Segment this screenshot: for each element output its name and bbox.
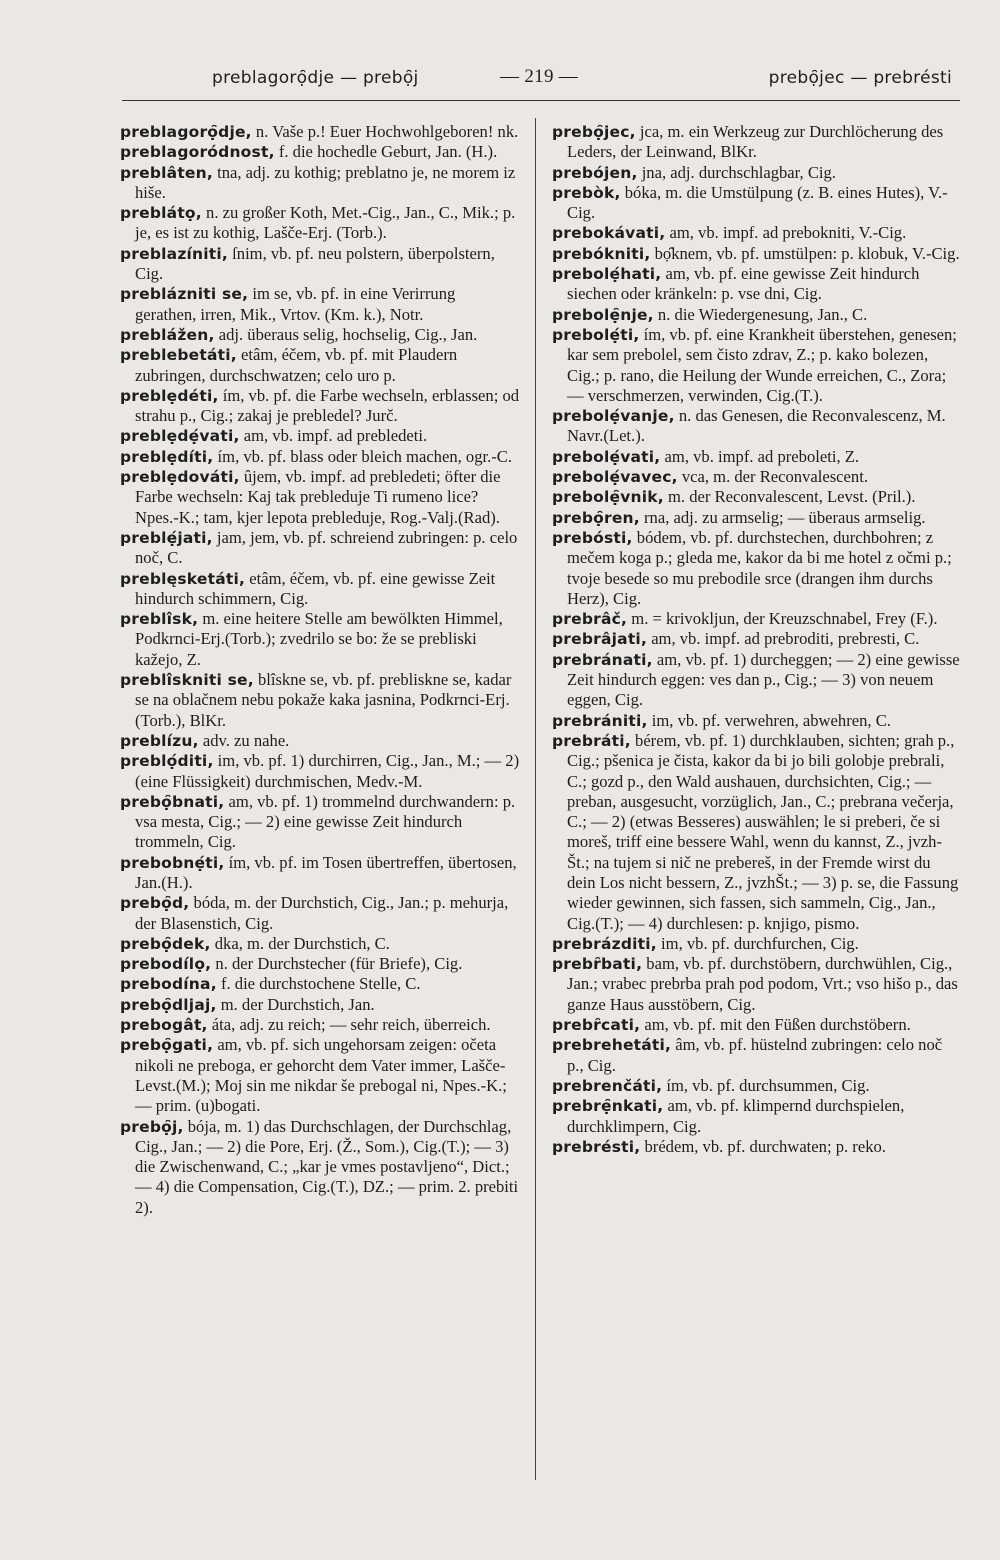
entry-definition: tna, adj. zu kothig; preblatno je, ne morem iz hiše. xyxy=(135,162,516,202)
entry-definition: n. das Genesen, die Reconvalescenz, M. Navr.(Let.). xyxy=(567,406,946,446)
dictionary-entry xyxy=(552,650,962,711)
entry-definition: ím, vb. pf. durchsummen, Cig. xyxy=(662,1075,870,1095)
entry-definition: n. die Wiedergenesung, Jan., C. xyxy=(653,304,868,324)
dictionary-entry xyxy=(120,122,520,142)
column-divider xyxy=(535,118,536,1480)
entry-definition: bam, vb. pf. durchstöbern, durchwühlen, Cig., Jan.; vrabec prebrba prah pod podom, Vrt.; vso hišo p., das ganze Haus ausstöbern, Cig. xyxy=(567,954,958,1014)
entry-headword: prebráti, xyxy=(552,731,631,750)
dictionary-entry xyxy=(552,1076,962,1096)
dictionary-entry xyxy=(120,528,520,569)
entry-definition: bóda, m. der Durchstich, Cig., Jan.; p. mehurja, der Blasenstich, Cig. xyxy=(135,893,509,933)
entry-headword: prebolẹ́hati, xyxy=(552,265,662,284)
entry-headword: prebọ̑bnati, xyxy=(120,792,225,811)
entry-definition: bóka, m. die Umstülpung (z. B. eines Hutes), V.-Cig. xyxy=(567,182,948,223)
header-rule xyxy=(122,100,960,101)
entry-headword: preblẹdováti, xyxy=(120,468,240,487)
header-left-guideword: preblagorọ̑dje — prebọ̑j xyxy=(212,68,419,88)
dictionary-entry xyxy=(552,934,962,954)
entry-definition: bọ̑knem, vb. pf. umstülpen: p. klobuk, V.-Cig. xyxy=(650,243,960,263)
dictionary-entry xyxy=(120,284,520,325)
dictionary-entry xyxy=(552,264,962,305)
entry-definition: âm, vb. pf. hüstelnd zubringen: celo noč p., Cig. xyxy=(567,1035,943,1075)
entry-definition: am, vb. pf. 1) durcheggen; — 2) eine gewisse Zeit hindurch eggen: ves dan p., Cig.; — 3) von neuem eggen, Cig. xyxy=(567,649,960,710)
dictionary-entry xyxy=(552,487,962,507)
entry-headword: preblâten, xyxy=(120,163,213,182)
entry-headword: prebọ̑jec, xyxy=(552,123,636,141)
dictionary-entry xyxy=(120,244,520,285)
entry-headword: preblîskniti se, xyxy=(120,671,254,690)
entry-definition: n. der Durchstecher (für Briefe), Cig. xyxy=(211,954,463,974)
entry-definition: n. Vaše p.! Euer Hochwohlgeboren! nk. xyxy=(251,122,519,141)
entry-headword: prebodína, xyxy=(120,975,217,994)
dictionary-entry xyxy=(120,386,520,427)
dictionary-entry xyxy=(552,528,962,609)
dictionary-entry xyxy=(120,670,520,731)
dictionary-entry xyxy=(552,223,962,243)
entry-definition: áta, adj. zu reich; — sehr reich, überreich. xyxy=(207,1015,491,1035)
entry-headword: prebrániti, xyxy=(552,711,648,730)
entry-definition: bója, m. 1) das Durchschlagen, der Durchschlag, Cig., Jan.; — 2) die Pore, Erj. (Ž., Som.), Cig.(T.); — 3) die Zwischenwand, C.; „kar je vmes postavljeno“, Dict.; — 4) die Compensation, Cig.(T.), DZ.; — prim. 2. prebiti 2). xyxy=(135,1116,519,1217)
entry-headword: preblagoródnost, xyxy=(120,143,275,162)
dictionary-entry xyxy=(552,305,962,325)
dictionary-entry xyxy=(552,508,962,528)
entry-headword: preblẹdẹ́vati, xyxy=(120,427,240,446)
dictionary-entry xyxy=(120,1015,520,1035)
entry-headword: prebòk, xyxy=(552,183,621,202)
entry-headword: prebókniti, xyxy=(552,244,651,263)
entry-headword: prebȓcati, xyxy=(552,1016,641,1035)
entry-headword: preblẹdíti, xyxy=(120,447,214,466)
entry-headword: prebránati, xyxy=(552,650,653,669)
entry-headword: prebolẹ́vavec, xyxy=(552,468,678,487)
dictionary-entry xyxy=(552,447,962,467)
entry-headword: preblọ́diti, xyxy=(120,752,214,771)
entry-headword: prebọ̑gati, xyxy=(120,1036,214,1055)
entry-definition: am, vb. pf. 1) trommelnd durchwandern: p. vsa mesta, Cig.; — 2) eine gewisse Zeit hindurch trommeln, Cig. xyxy=(135,791,516,852)
entry-definition: dka, m. der Durchstich, C. xyxy=(210,933,390,953)
dictionary-entry xyxy=(120,1035,520,1116)
dictionary-entry xyxy=(552,1015,962,1035)
entry-definition: jca, m. ein Werkzeug zur Durchlöcherung des Leders, der Leinwand, BlKr. xyxy=(567,122,944,162)
entry-headword: preblízu, xyxy=(120,731,199,750)
entry-headword: preblázniti se, xyxy=(120,285,249,304)
dictionary-entry xyxy=(552,406,962,447)
page-number: — 219 — xyxy=(500,66,579,87)
dictionary-entry xyxy=(552,163,962,183)
entry-headword: prebolẹ́ti, xyxy=(552,325,640,344)
dictionary-entry xyxy=(552,711,962,731)
dictionary-entry xyxy=(120,163,520,204)
entry-headword: prebogât, xyxy=(120,1016,208,1035)
entry-definition: ûjem, vb. impf. ad prebledeti; öfter die Farbe wechseln: Kaj tak prebleduje Ti rumeno lice? Npes.-K.; tam, kjer lepota prebleduje, Rog.-Valj.(Rad). xyxy=(135,467,501,527)
dictionary-entry xyxy=(120,934,520,954)
entry-definition: etâm, éčem, vb. pf. mit Plaudern zubringen, durchschwatzen; celo uro p. xyxy=(135,345,458,385)
dictionary-entry xyxy=(552,731,962,934)
dictionary-entry xyxy=(120,731,520,751)
entry-definition: vca, m. der Reconvalescent. xyxy=(677,467,868,487)
dictionary-entry xyxy=(552,629,962,649)
entry-headword: prebọ̑d, xyxy=(120,894,190,913)
entry-headword: prebȓbati, xyxy=(552,955,643,974)
dictionary-entry xyxy=(120,792,520,853)
entry-definition: jam, jem, vb. pf. schreiend zubringen: p. celo noč, C. xyxy=(135,527,518,568)
entry-definition: adj. überaus selig, hochselig, Cig., Jan. xyxy=(214,324,478,344)
left-column xyxy=(120,122,520,1218)
entry-headword: preblẹ́jati, xyxy=(120,528,213,547)
dictionary-entry xyxy=(120,467,520,528)
dictionary-entry xyxy=(120,974,520,994)
entry-headword: prebrenčáti, xyxy=(552,1076,663,1095)
entry-headword: prebolẹ́vanje, xyxy=(552,407,675,426)
entry-headword: preblebetáti, xyxy=(120,346,237,365)
entry-definition: rna, adj. zu armselig; — überaus armselig. xyxy=(639,507,926,527)
entry-definition: m. der Durchstich, Jan. xyxy=(216,994,375,1014)
entry-definition: m. der Reconvalescent, Levst. (Pril.). xyxy=(663,487,916,507)
entry-definition: blîskne se, vb. pf. prebliskne se, kadar se na oblačnem nebu pokaže kaka jasnina, Podkrnci-Erj.(Torb.), BlKr. xyxy=(135,670,512,730)
entry-definition: m. = krivokljun, der Kreuzschnabel, Frey (F.). xyxy=(627,609,938,629)
entry-headword: prebrehetáti, xyxy=(552,1036,672,1055)
dictionary-entry xyxy=(120,954,520,974)
dictionary-entry xyxy=(120,325,520,345)
entry-headword: prebójen, xyxy=(552,163,638,182)
entry-definition: m. eine heitere Stelle am bewölkten Himmel, Podkrnci-Erj.(Torb.); zvedrilo se bo: že se prebliski kažejo, Z. xyxy=(135,609,503,669)
entry-definition: am, vb. impf. ad prebroditi, prebresti, C. xyxy=(647,629,920,649)
entry-definition: adv. zu nahe. xyxy=(198,730,290,750)
header-right-guideword: prebọ̑jec — prebrésti xyxy=(768,68,952,88)
entry-headword: preblazíniti, xyxy=(120,244,229,263)
entry-headword: preblagorọ̑dje, xyxy=(120,123,252,141)
entry-definition: brédem, vb. pf. durchwaten; p. reko. xyxy=(640,1136,886,1156)
running-header xyxy=(120,62,960,92)
entry-headword: prebolẹ̑vnik, xyxy=(552,488,664,507)
dictionary-entry xyxy=(552,183,962,224)
entry-headword: prebokávati, xyxy=(552,224,666,243)
dictionary-entry xyxy=(120,853,520,894)
dictionary-entry xyxy=(120,203,520,244)
dictionary-entry xyxy=(552,609,962,629)
entry-headword: preblážen, xyxy=(120,325,215,344)
entry-headword: prebọ̑j, xyxy=(120,1117,184,1136)
entry-definition: am, vb. pf. sich ungehorsam zeigen: očeta nikoli ne preboga, er gehorcht dem Vater immer, Lašče-Levst.(M.); Moj sin me nikdar še prebogal ni, Npes.-K.; — prim. (u)bogati. xyxy=(135,1035,507,1116)
dictionary-entry xyxy=(552,1137,962,1157)
entry-definition: im, vb. pf. verwehren, abwehren, C. xyxy=(647,710,891,730)
dictionary-entry xyxy=(552,1096,962,1137)
entry-headword: prebọ̑dljaj, xyxy=(120,995,217,1014)
entry-definition: am, vb. impf. ad prebledeti. xyxy=(239,426,428,446)
entry-headword: prebrésti, xyxy=(552,1137,641,1156)
dictionary-entry xyxy=(120,447,520,467)
dictionary-entry xyxy=(120,142,520,162)
dictionary-entry xyxy=(120,426,520,446)
entry-definition: am, vb. pf. eine gewisse Zeit hindurch siechen oder kränkeln: p. vse dni, Cig. xyxy=(567,264,920,304)
right-column xyxy=(552,122,962,1157)
dictionary-entry xyxy=(120,569,520,610)
entry-headword: preblęsketáti, xyxy=(120,569,246,588)
entry-definition: f. die durchstochene Stelle, C. xyxy=(216,974,421,994)
entry-definition: bérem, vb. pf. 1) durchklauben, sichten; grah p., Cig.; pšenica je čista, kakor da bi jo bili golobje prebrali, C.; gozd p., den Wald aushauen, durchsichten, Cig.; — preban, ausgesucht, vorzüglich, Jan., C.; prebrana večerja, C.; — 2) (etwas Besseres) auswählen; le si preberi, če si moreš, triff eine bessere Wahl, wenn du kannst, Z., jvzh-Št.; na tujem si nič ne prebereš, in der Fremde wirst du dein Los nicht bessern, Z., jvzhŠt.; — 3) p. se, die Fassung wieder gewinnen, sich fassen, sich sammeln, Cig., Jan., Cig.(T.); — 4) durchlesen: p. knjigo, pismo. xyxy=(567,730,959,933)
dictionary-entry xyxy=(552,467,962,487)
entry-headword: prebrâč, xyxy=(552,610,628,629)
entry-headword: preblẹdéti, xyxy=(120,386,219,405)
dictionary-entry xyxy=(120,893,520,934)
entry-definition: am, vb. impf. ad prebokniti, V.-Cig. xyxy=(665,223,907,243)
entry-definition: ſnim, vb. pf. neu polstern, überpolstern, Cig. xyxy=(135,243,495,284)
entry-definition: am, vb. pf. mit den Füßen durchstöbern. xyxy=(640,1015,911,1035)
dictionary-entry xyxy=(120,995,520,1015)
entry-definition: f. die hochedle Geburt, Jan. (H.). xyxy=(274,142,498,162)
entry-headword: preblátọ, xyxy=(120,204,202,223)
dictionary-entry xyxy=(120,1117,520,1218)
entry-headword: preblîsk, xyxy=(120,610,199,629)
dictionary-entry xyxy=(552,1035,962,1076)
entry-definition: bódem, vb. pf. durchstechen, durchbohren; z mečem koga p.; gleda me, kakor da bi me hotel z očmi p.; tvoje besede so mu prebodile srce (drangen ihm durchs Herz), Cig. xyxy=(567,527,952,608)
entry-definition: ím, vb. pf. die Farbe wechseln, erblassen; od strahu p., Cig.; zakaj je prebledel? Jurč. xyxy=(135,385,520,426)
entry-headword: prebrâjati, xyxy=(552,630,648,649)
entry-definition: am, vb. pf. klimpernd durchspielen, durchklimpern, Cig. xyxy=(567,1096,905,1136)
entry-definition: im, vb. pf. durchfurchen, Cig. xyxy=(656,933,859,953)
entry-definition: jna, adj. durchschlagbar, Cig. xyxy=(637,162,836,182)
dictionary-entry xyxy=(552,122,962,163)
dictionary-entry xyxy=(120,609,520,670)
entry-definition: etâm, éčem, vb. pf. eine gewisse Zeit hindurch schimmern, Cig. xyxy=(135,568,496,608)
entry-headword: prebodílọ, xyxy=(120,955,212,974)
entry-definition: am, vb. impf. ad preboleti, Z. xyxy=(660,446,860,466)
dictionary-entry xyxy=(552,325,962,406)
entry-definition: ím, vb. pf. im Tosen übertreffen, übertosen, Jan.(H.). xyxy=(135,852,517,892)
entry-definition: n. zu großer Koth, Met.-Cig., Jan., C., Mik.; p. je, es ist zu kothig, Lašče-Erj. (Torb.). xyxy=(135,203,516,243)
dictionary-entry xyxy=(120,751,520,792)
dictionary-entry xyxy=(552,954,962,1015)
entry-headword: prebọ̑dek, xyxy=(120,934,211,953)
entry-definition: ím, vb. pf. blass oder bleich machen, ogr.-C. xyxy=(213,446,513,466)
entry-headword: prebrázditi, xyxy=(552,934,657,953)
entry-definition: ím, vb. pf. eine Krankheit überstehen, genesen; kar sem prebolel, sem čisto zdrav, Z.; p. kako bolezen, Cig.; p. rano, die Heilung der Wunde erreichen, C., Zora; — verschmerzen, verwinden, Cig.(T.). xyxy=(567,324,957,405)
entry-headword: prebobnẹ́ti, xyxy=(120,853,225,872)
entry-headword: prebrẹ̑nkati, xyxy=(552,1097,664,1116)
entry-definition: im se, vb. pf. in eine Verirrung gerathen, irren, Mik., Vrtov. (Km. k.), Notr. xyxy=(135,284,456,324)
dictionary-entry xyxy=(552,244,962,264)
entry-headword: prebolẹ́vati, xyxy=(552,447,661,466)
entry-headword: prebọ̑ren, xyxy=(552,508,640,527)
dictionary-entry xyxy=(120,345,520,386)
entry-definition: im, vb. pf. 1) durchirren, Cig., Jan., M.; — 2) (eine Flüssigkeit) durchmischen, Medv.-M. xyxy=(135,751,520,791)
entry-headword: prebolẹ̑nje, xyxy=(552,305,654,324)
entry-headword: prebósti, xyxy=(552,528,633,547)
